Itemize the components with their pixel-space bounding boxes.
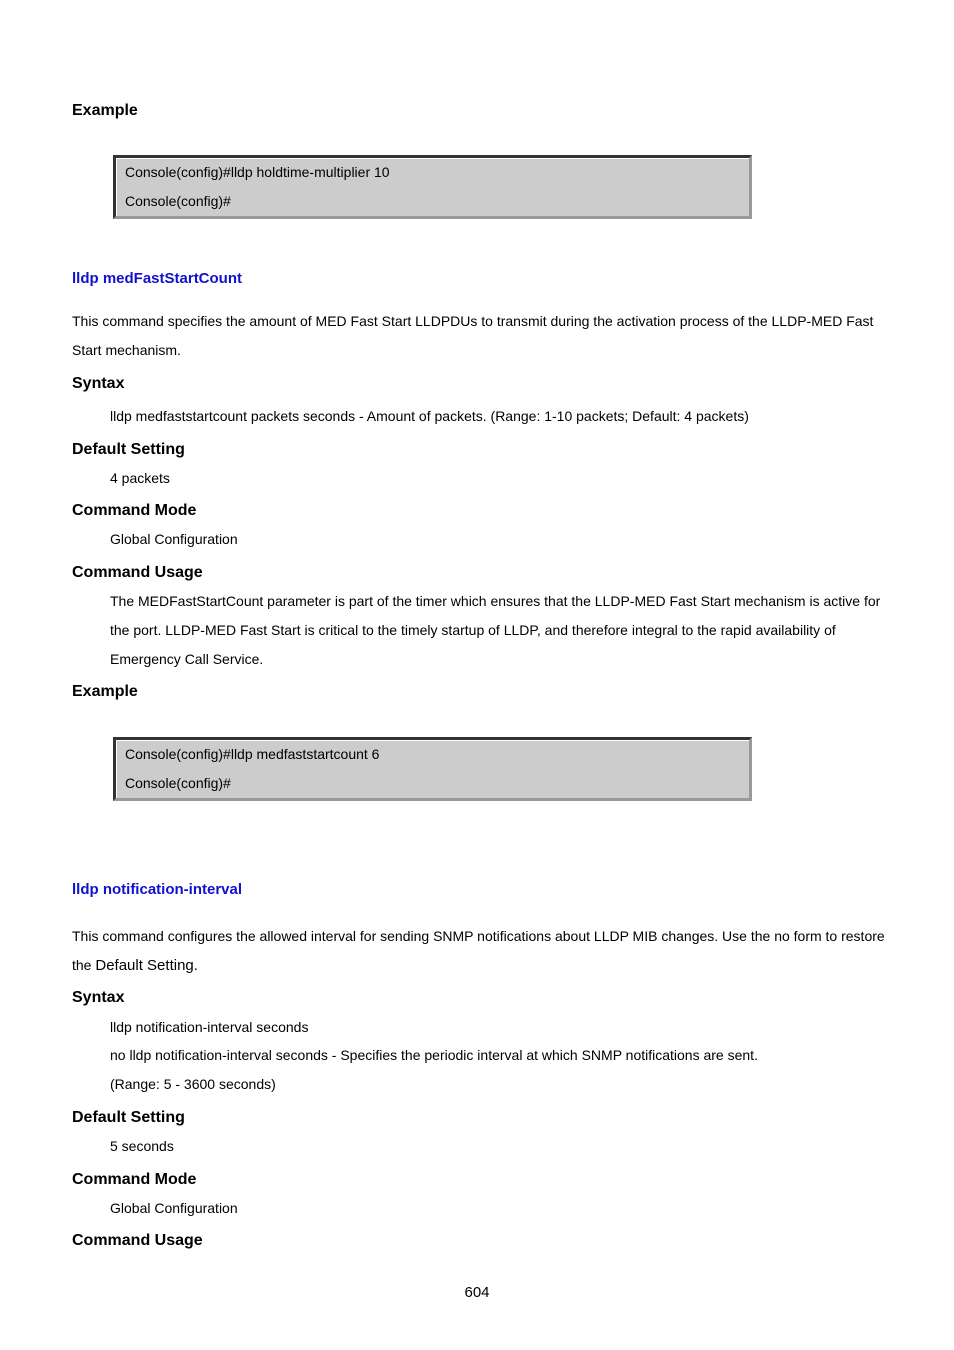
example-heading: Example bbox=[72, 683, 138, 700]
command-usage-heading: Command Usage bbox=[72, 564, 203, 581]
console-line: Console(config)#lldp medfaststartcount 6 bbox=[125, 746, 380, 762]
default-setting-value: 4 packets bbox=[110, 470, 170, 486]
syntax-line: (Range: 5 - 3600 seconds) bbox=[110, 1076, 276, 1092]
command-title: lldp medFastStartCount bbox=[72, 270, 243, 287]
description-text: This command configures the allowed interval for sending SNMP notifications about LLDP MIB changes. Use the no form to restore the bbox=[72, 928, 885, 973]
console-line: Console(config)# bbox=[125, 775, 231, 791]
syntax-heading: Syntax bbox=[72, 989, 125, 1006]
default-setting-heading: Default Setting bbox=[72, 1109, 185, 1126]
command-description: This command specifies the amount of MED Fast Start LLDPDUs to transmit during the activation process of the LLDP-MED Fast Start mechanism. bbox=[72, 313, 874, 358]
command-title: lldp notification-interval bbox=[72, 881, 243, 898]
default-setting-heading: Default Setting bbox=[72, 441, 185, 458]
command-mode-value: Global Configuration bbox=[110, 1200, 238, 1216]
default-setting-value: 5 seconds bbox=[110, 1138, 174, 1154]
syntax-line: lldp notification-interval seconds bbox=[110, 1019, 309, 1035]
command-description bbox=[72, 922, 892, 980]
command-mode-heading: Command Mode bbox=[72, 1171, 197, 1188]
syntax-line: no lldp notification-interval seconds - Specifies the periodic interval at which SNMP notifications are sent. bbox=[110, 1047, 758, 1063]
command-usage-text: The MEDFastStartCount parameter is part of the timer which ensures that the LLDP-MED Fast Start mechanism is active for the port. LLDP-MED Fast Start is critical to the timely startup of LLDP, and therefore integral to the rapid availability of Emergency Call Service. bbox=[110, 593, 881, 667]
description-link-text: Default Setting. bbox=[95, 957, 198, 974]
command-mode-value: Global Configuration bbox=[110, 531, 238, 547]
syntax-heading: Syntax bbox=[72, 375, 125, 392]
console-line: Console(config)#lldp holdtime-multiplier 10 bbox=[125, 164, 390, 180]
console-box bbox=[113, 737, 752, 801]
syntax-line: lldp medfaststartcount packets seconds - Amount of packets. (Range: 1-10 packets; Default: 4 packets) bbox=[110, 408, 749, 424]
page-number: 604 bbox=[464, 1284, 490, 1301]
command-usage-heading: Command Usage bbox=[72, 1232, 203, 1249]
console-line: Console(config)# bbox=[125, 193, 231, 209]
console-box bbox=[113, 155, 752, 219]
command-mode-heading: Command Mode bbox=[72, 502, 197, 519]
example-heading: Example bbox=[72, 102, 138, 119]
